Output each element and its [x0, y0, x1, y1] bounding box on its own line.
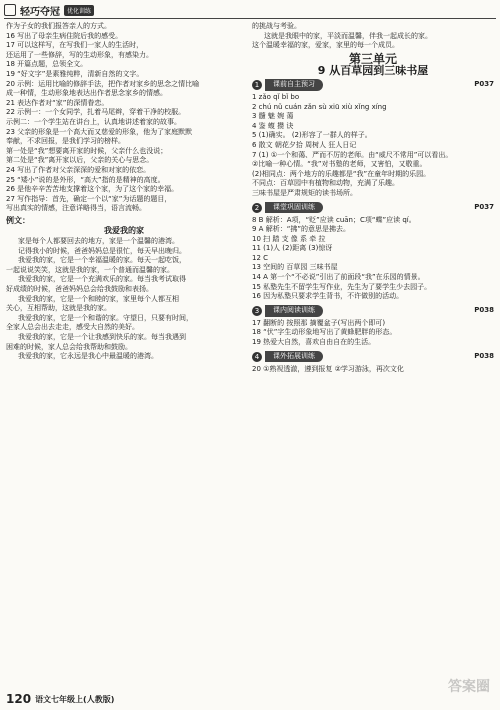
header [4, 3, 244, 17]
text-line: 26 是他辛辛苦苦地支撑着这个家，为了这个家的幸福。 [6, 185, 179, 194]
answer-line: 13 空间的 百草园 三味书屋 [252, 263, 338, 272]
text-line: 这个温暖幸福的家，爱家，家里的每一个成员。 [252, 41, 399, 50]
right-column [252, 22, 494, 374]
text-line: 18 开篇点题，总领全文。 [6, 60, 88, 69]
answer-line: 1 zǎo qǐ bǐ bo [252, 92, 300, 101]
answer-line: 三味书屋是严肃规矩的读书场所。 [252, 188, 357, 197]
section-header [252, 305, 494, 317]
text-line: 成一种情，生动形象地表达出作者思念家乡的情感。 [6, 89, 167, 98]
text-line: 写出真实的情感，注意详略得当，语言流畅。 [6, 204, 146, 213]
text-line: 第一处是“我”想要离开家的时候，父亲什么也没说； [6, 146, 168, 155]
brand-logo-icon [4, 4, 16, 16]
essay-line: 我爱我的家，它是一个和谐的家。守望日，只要有时间， [18, 313, 193, 322]
answer-line: 14 A 第一个“不必说”引出了前面段“我”在乐园的情景。 [252, 273, 425, 282]
answer-line: 不同点：百草园中有植物和动物，充满了乐趣。 [252, 179, 399, 188]
essay-line: 家是每个人都要回去的地方，家是一个温馨的港湾。 [18, 237, 179, 246]
essay-line: 记得我小的时候，爸爸妈妈总是很忙，每天早出晚归。 [18, 246, 186, 255]
essay-line: 困难的时候，家人总会给我帮助和鼓励。 [6, 342, 132, 351]
section-number: 1 [252, 80, 262, 90]
text-line: 示例二：一个学生站在讲台上，认真地讲述着家的故事。 [6, 117, 181, 126]
answer-line: 3 髓 魅 婉 蔼 [252, 112, 294, 121]
essay-body [6, 237, 242, 362]
text-line: 22 示例一：一个女同学，扎着马尾辫，穿着干净的校服。 [6, 108, 186, 117]
text-line: 24 写出了作者对父亲深深的爱和对家的依恋。 [6, 165, 151, 174]
text-line: 27 写作指导：首先，确定一个以“家”为话题的题目， [6, 194, 172, 203]
answer-line: ②比喻一种心情。“我”对书塾的老师，又害怕，又敬重。 [252, 160, 427, 169]
essay-line: 我爱我的家，它是一个充满欢乐的家。每当我考试取得 [18, 275, 186, 284]
answer-line: 20 ①熟视透澈，遵到报复 ②学习游泳，再次文化 [252, 364, 404, 373]
example-label: 例文： [6, 215, 30, 225]
text-line: 19 “好文字”是素雅纯粹，清新自然的文字。 [6, 69, 144, 78]
answer-line: 2 chú nǔ cuán zǎn sù xiū xiù xǐng xíng [252, 102, 387, 111]
header-divider [4, 18, 496, 19]
answer-line: 12 C [252, 253, 269, 262]
section-number: 4 [252, 352, 262, 362]
brand-name: 轻巧夺冠 [20, 6, 60, 18]
answer-line: 16 因为私塾只要求学生背书，不许做别的活动。 [252, 292, 404, 301]
header-tag: 优化训练 [64, 5, 94, 16]
text-line: 21 表达作者对“家”的深情眷恋。 [6, 98, 109, 107]
left-column [6, 22, 242, 362]
answer-line: 6 散文 朝花夕拾 周树人 狂人日记 [252, 140, 357, 149]
text-line: 的挑战与考验。 [252, 22, 301, 30]
essay-line: 关心，互相帮助，这就是我的家。 [6, 304, 111, 313]
text-line: 作为子女的我们报答亲人的方式。 [6, 22, 111, 30]
section-header [252, 79, 494, 91]
answer-line: 5 (1)确实。 (2)形容了一群人的样子。 [252, 131, 372, 140]
essay-line: 好成绩的时候，爸爸妈妈总会给我鼓励和表扬。 [6, 285, 153, 294]
text-line: 17 可以这样写，在写我们一家人的生活时， [6, 41, 144, 50]
text-line: 这就是我眼中的家，平淡而温馨，伴我一起成长的家。 [264, 31, 432, 40]
answer-line: 8 B 解析：A项，“贬”应读 cuān；C项“蝶”应读 qí。 [252, 215, 416, 224]
section-number: 2 [252, 203, 262, 213]
section-number: 3 [252, 306, 262, 316]
answer-line: 18 “伏”字生动形象地写出了黄蜂肥胖的形态。 [252, 328, 397, 337]
essay-line: 一起说说笑笑，这就是我的家，一个普通而温馨的家。 [6, 265, 174, 274]
section-title: 课外拓展训练 [265, 351, 323, 363]
answer-lines [6, 22, 242, 214]
answer-line: 19 热爱大自然，喜欢自由自在的生活。 [252, 338, 376, 347]
answer-line: 11 (1)人 (2)距离 (3)惊讶 [252, 244, 333, 253]
text-line: 16 写出了母亲生病住院后我的感受。 [6, 31, 123, 40]
lesson-title: 9 从百草园到三味书屋 [317, 64, 429, 78]
section-page: P037 [474, 80, 494, 89]
section-page: P037 [474, 202, 494, 211]
section-title: 课内阅读训练 [265, 305, 323, 317]
section-page: P038 [474, 306, 494, 315]
section-page: P038 [474, 351, 494, 360]
essay-line: 我爱我的家，它是一个和睦的家，家里每个人都互相 [18, 294, 179, 303]
answer-line: 7 (1) ①一个和蔼、严而不厉的老师。由“威尺不常用”可以看出。 [252, 150, 453, 159]
footer [6, 692, 246, 706]
essay-line: 全家人总会出去走走，感受大自然的美好。 [6, 323, 139, 332]
essay-line: 我爱我的家，它永远是我心中最温暖的港湾。 [18, 352, 158, 361]
answer-line: 9 A 解析：“拂”的意思是拂去。 [252, 225, 350, 234]
section-title: 课堂巩固训练 [265, 202, 323, 214]
answer-line: (2)相同点：两个地方的乐趣都是“我”在童年时期的乐园。 [252, 169, 431, 178]
text-line: 25 “矮小”说的是外形，“高大”指的是精神的高度。 [6, 175, 165, 184]
essay-line: 我爱我的家，它是一个让我感到快乐的家。每当我遇到 [18, 333, 186, 341]
text-line: 还运用了一些修辞，写的生动形象，有感染力。 [6, 50, 153, 59]
essay-title: 我爱我的家 [104, 226, 144, 236]
text-line: 第二处是“我”离开家以后，父亲的关心与思念。 [6, 156, 154, 165]
section-title: 课前自主预习 [265, 79, 323, 91]
answer-line: 10 扫 踏 支 像 系 牵 拉 [252, 234, 326, 243]
unit-title: 第三单元 [348, 51, 397, 66]
footer-label: 语文七年级上(人教版) [35, 694, 115, 704]
answer-line: 15 私塾先生不留学生写作业，先生为了要学生少去园子。 [252, 282, 432, 291]
answer-line: 17 翻断的 按照那 摘覆盆子(写出两个即可) [252, 318, 386, 327]
page-number: 120 [6, 692, 32, 706]
text-line: 23 父亲的形象是一个高大而又慈爱的形象，他为了家庭默默 [6, 127, 193, 136]
section-header [252, 202, 494, 214]
answer-line: 4 鉴 蝮 攒 诀 [252, 121, 294, 130]
watermark: 答案圈 [448, 679, 490, 695]
text-line: 奉献，不求回报，是我们学习的榜样。 [6, 137, 125, 146]
text-line: 20 示例：运用比喻的修辞手法，把作者对家乡的思念之情比喻 [6, 79, 200, 88]
section-header [252, 351, 494, 363]
essay-line: 我爱我的家，它是一个幸福温暖的家。每天一起吃饭， [18, 256, 186, 265]
